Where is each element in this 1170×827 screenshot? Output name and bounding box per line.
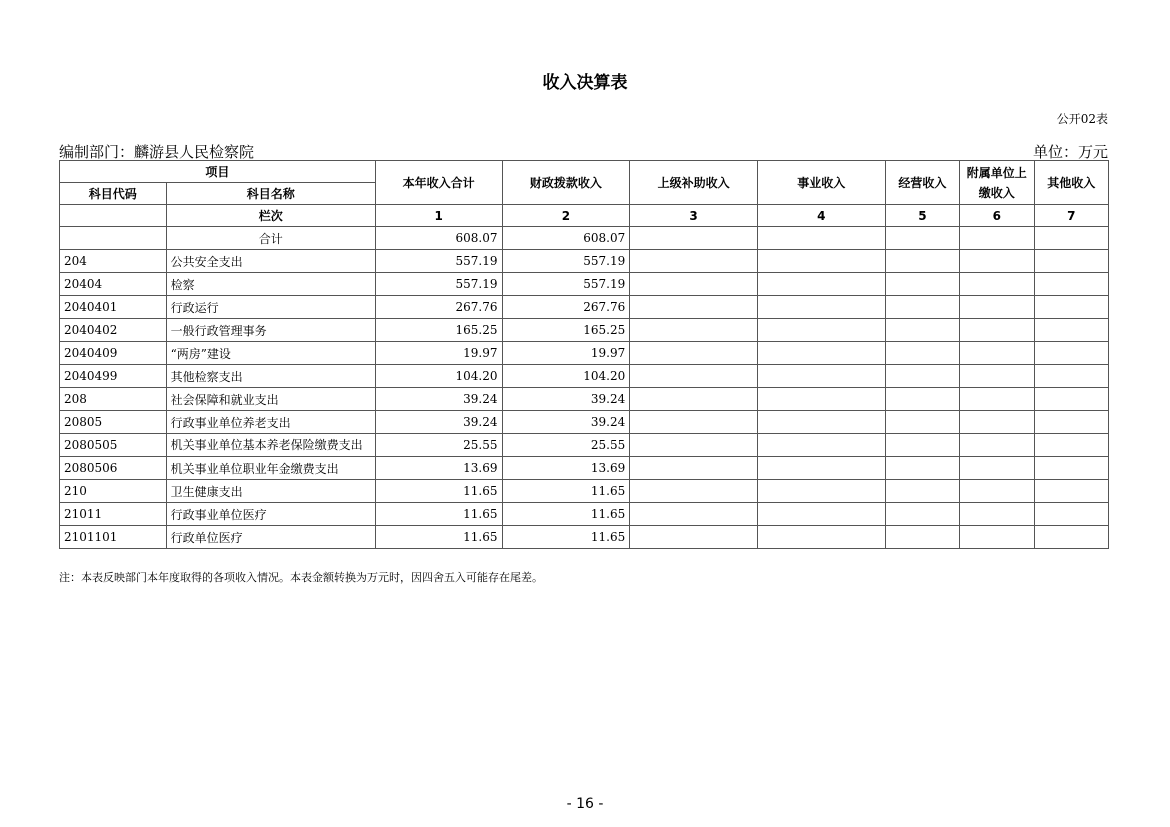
row-name: 一般行政管理事务 bbox=[166, 319, 375, 342]
page-title: 收入决算表 bbox=[542, 73, 628, 93]
column-number-row bbox=[60, 205, 1109, 227]
row-label: 栏次 bbox=[166, 205, 375, 227]
row-total: 11.65 bbox=[375, 480, 502, 503]
header-row-1 bbox=[60, 161, 1109, 183]
table-row bbox=[60, 411, 1109, 434]
table-row bbox=[60, 250, 1109, 273]
row-name: 检察 bbox=[166, 273, 375, 296]
col-num-3: 3 bbox=[630, 205, 758, 227]
table-row bbox=[60, 296, 1109, 319]
income-table bbox=[59, 160, 1109, 549]
col-num-blank bbox=[60, 205, 167, 227]
row-fiscal: 19.97 bbox=[502, 342, 630, 365]
row-total: 557.19 bbox=[375, 250, 502, 273]
row-fiscal: 557.19 bbox=[502, 273, 630, 296]
row-fiscal: 25.55 bbox=[502, 434, 630, 457]
header-fiscal: 财政拨款收入 bbox=[502, 161, 630, 205]
table-row bbox=[60, 480, 1109, 503]
header-superior: 上级补助收入 bbox=[630, 161, 758, 205]
row-name: 社会保障和就业支出 bbox=[166, 388, 375, 411]
table-code: 公开02表 bbox=[1056, 112, 1108, 126]
row-fiscal: 557.19 bbox=[502, 250, 630, 273]
table-row bbox=[60, 273, 1109, 296]
row-total: 165.25 bbox=[375, 319, 502, 342]
row-code: 210 bbox=[60, 480, 167, 503]
page-number: - 16 - bbox=[566, 796, 604, 812]
row-total: 11.65 bbox=[375, 503, 502, 526]
table-row bbox=[60, 342, 1109, 365]
total-sum: 608.07 bbox=[375, 227, 502, 250]
row-name: 卫生健康支出 bbox=[166, 480, 375, 503]
table-row bbox=[60, 434, 1109, 457]
header-name: 科目名称 bbox=[166, 183, 375, 205]
col-num-7: 7 bbox=[1034, 205, 1108, 227]
total-label: 合计 bbox=[166, 227, 375, 250]
row-code: 21011 bbox=[60, 503, 167, 526]
row-fiscal: 11.65 bbox=[502, 480, 630, 503]
row-name: 其他检察支出 bbox=[166, 365, 375, 388]
row-total: 19.97 bbox=[375, 342, 502, 365]
row-fiscal: 39.24 bbox=[502, 388, 630, 411]
row-fiscal: 267.76 bbox=[502, 296, 630, 319]
row-total: 39.24 bbox=[375, 411, 502, 434]
total-row bbox=[60, 227, 1109, 250]
header-business: 事业收入 bbox=[757, 161, 885, 205]
row-fiscal: 104.20 bbox=[502, 365, 630, 388]
row-code: 2040409 bbox=[60, 342, 167, 365]
row-name: 行政运行 bbox=[166, 296, 375, 319]
row-code: 204 bbox=[60, 250, 167, 273]
col-num-1: 1 bbox=[375, 205, 502, 227]
row-name: 机关事业单位基本养老保险缴费支出 bbox=[166, 434, 375, 457]
total-fiscal: 608.07 bbox=[502, 227, 630, 250]
table-row bbox=[60, 503, 1109, 526]
row-name: 机关事业单位职业年金缴费支出 bbox=[166, 457, 375, 480]
row-fiscal: 39.24 bbox=[502, 411, 630, 434]
header-total: 本年收入合计 bbox=[375, 161, 502, 205]
col-num-6: 6 bbox=[960, 205, 1034, 227]
row-code: 20805 bbox=[60, 411, 167, 434]
header-affiliated: 附属单位上缴收入 bbox=[960, 161, 1034, 205]
row-code: 2080505 bbox=[60, 434, 167, 457]
header-operation: 经营收入 bbox=[885, 161, 959, 205]
table-row bbox=[60, 319, 1109, 342]
col-num-4: 4 bbox=[757, 205, 885, 227]
row-total: 104.20 bbox=[375, 365, 502, 388]
row-code: 2080506 bbox=[60, 457, 167, 480]
row-name: 公共安全支出 bbox=[166, 250, 375, 273]
row-total: 13.69 bbox=[375, 457, 502, 480]
row-total: 267.76 bbox=[375, 296, 502, 319]
row-code: 2040401 bbox=[60, 296, 167, 319]
row-total: 557.19 bbox=[375, 273, 502, 296]
table-row bbox=[60, 526, 1109, 549]
row-total: 11.65 bbox=[375, 526, 502, 549]
row-code: 208 bbox=[60, 388, 167, 411]
table-row bbox=[60, 388, 1109, 411]
row-fiscal: 13.69 bbox=[502, 457, 630, 480]
header-other: 其他收入 bbox=[1034, 161, 1108, 205]
row-total: 25.55 bbox=[375, 434, 502, 457]
footnote: 注：本表反映部门本年度取得的各项收入情况。本表金额转换为万元时，因四舍五入可能存在尾差。 bbox=[59, 571, 543, 584]
row-code: 2040499 bbox=[60, 365, 167, 388]
row-total: 39.24 bbox=[375, 388, 502, 411]
row-code: 2040402 bbox=[60, 319, 167, 342]
row-fiscal: 11.65 bbox=[502, 503, 630, 526]
row-name: 行政单位医疗 bbox=[166, 526, 375, 549]
col-num-2: 2 bbox=[502, 205, 630, 227]
col-num-5: 5 bbox=[885, 205, 959, 227]
row-code: 2101101 bbox=[60, 526, 167, 549]
table-row bbox=[60, 365, 1109, 388]
table-row bbox=[60, 457, 1109, 480]
row-name: 行政事业单位养老支出 bbox=[166, 411, 375, 434]
header-code: 科目代码 bbox=[60, 183, 167, 205]
department-label: 编制部门：麟游县人民检察院 bbox=[59, 143, 255, 161]
row-fiscal: 11.65 bbox=[502, 526, 630, 549]
header-item: 项目 bbox=[60, 161, 376, 183]
row-name: 行政事业单位医疗 bbox=[166, 503, 375, 526]
row-code: 20404 bbox=[60, 273, 167, 296]
row-fiscal: 165.25 bbox=[502, 319, 630, 342]
unit-label: 单位：万元 bbox=[1032, 143, 1108, 161]
row-name: “两房”建设 bbox=[166, 342, 375, 365]
